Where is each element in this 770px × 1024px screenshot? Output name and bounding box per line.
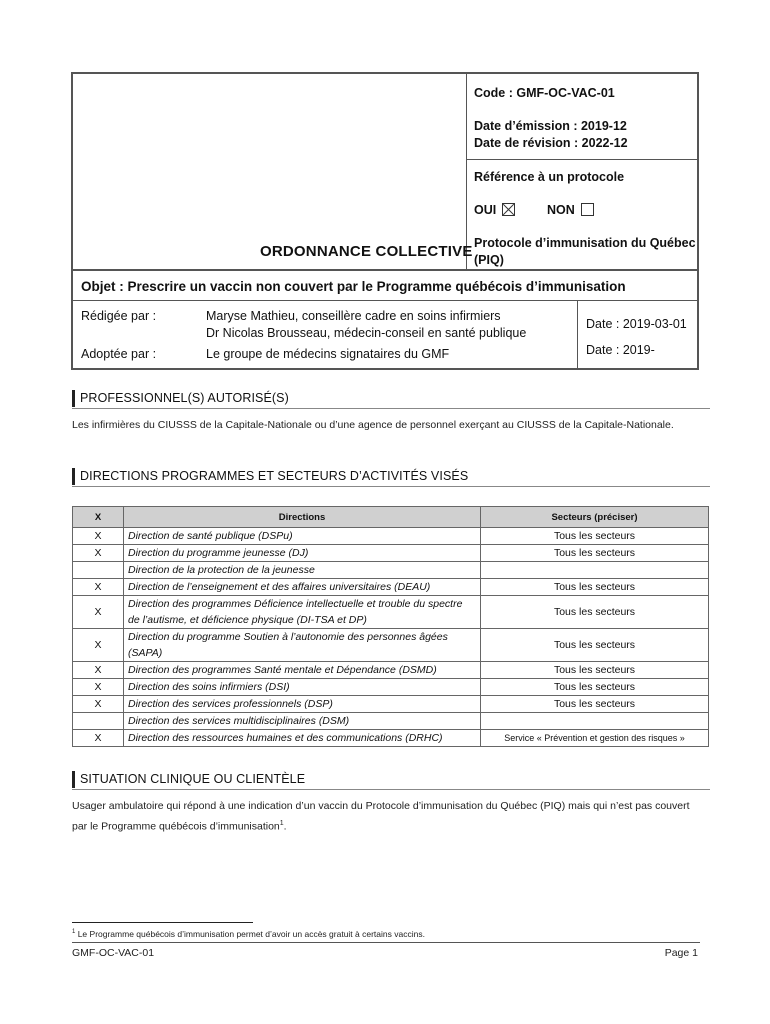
table-row [73,629,709,662]
sector-value: Tous les secteurs [481,579,709,596]
direction-name: Direction de l’enseignement et des affaires universitaires (DEAU) [124,579,481,596]
sector-value: Tous les secteurs [481,528,709,545]
checkbox-checked-icon [502,203,515,216]
doc-code: Code : GMF-OC-VAC-01 [474,86,615,100]
footnote-separator [72,922,253,923]
table-row [73,679,709,696]
header-divider [466,159,699,160]
written-by-author-1: Maryse Mathieu, conseillère cadre en soins infirmiers [206,309,501,323]
sector-value: Tous les secteurs [481,662,709,679]
footer-doc-code: GMF-OC-VAC-01 [72,947,155,959]
issue-date: Date d’émission : 2019-12 [474,119,627,133]
subject-line: Objet : Prescrire un vaccin non couvert par le Programme québécois d’immunisation [81,279,626,294]
selected-mark: X [73,545,124,562]
table-row [73,545,709,562]
protocol-name: Protocole d’immunisation du Québec [474,236,696,250]
oui-label: OUI [474,203,497,217]
sector-value [481,713,709,730]
direction-name: Direction de santé publique (DSPu) [124,528,481,545]
selected-mark: X [73,579,124,596]
direction-name: Direction des services multidisciplinaires (DSM) [124,713,481,730]
table-row [73,662,709,679]
direction-name: Direction de la protection de la jeunesse [124,562,481,579]
section-bar [72,468,75,485]
section-bar [72,771,75,788]
clinical-situation-text [72,797,700,836]
header-divider [73,300,699,301]
written-date: Date : 2019-03-01 [586,317,687,331]
direction-name: Direction des programmes Santé mentale et Dépendance (DSMD) [124,662,481,679]
protocol-reference-label: Référence à un protocole [474,170,625,184]
direction-name: Direction du programme Soutien à l’autonomie des personnes âgées (SAPA) [124,629,481,662]
revision-date: Date de révision : 2022-12 [474,136,628,150]
selected-mark: X [73,679,124,696]
footnote-text: Le Programme québécois d’immunisation permet d’avoir un accès gratuit à certains vaccins. [75,929,425,939]
selected-mark: X [73,528,124,545]
direction-name: Direction des soins infirmiers (DSI) [124,679,481,696]
oui-option [474,202,515,218]
table-row [73,696,709,713]
section-heading-directions [72,468,710,487]
document-title: ORDONNANCE COLLECTIVE [260,243,473,260]
selected-mark: X [73,629,124,662]
footnote [72,929,425,939]
selected-mark: X [73,730,124,747]
protocol-name-abbr: (PIQ) [474,253,504,267]
direction-name: Direction des services professionnels (DSP) [124,696,481,713]
sector-value: Tous les secteurs [481,545,709,562]
header-divider [577,300,578,370]
selected-mark [73,562,124,579]
section-title: SITUATION CLINIQUE OU CLIENTÈLE [80,772,306,786]
section-title: DIRECTIONS PROGRAMMES ET SECTEURS D’ACTIVITÉS VISÉS [80,469,469,483]
footnote-reference[interactable]: 1 [279,820,284,827]
header-divider [73,269,699,271]
table-header-row [73,507,709,528]
column-header: X [73,507,124,528]
directions-table [72,506,709,747]
written-by-label: Rédigée par : [81,309,157,323]
table-row [73,713,709,730]
selected-mark: X [73,696,124,713]
section-heading-authorized [72,390,710,409]
non-option [547,202,594,218]
adopted-by-label: Adoptée par : [81,347,157,361]
section-title: PROFESSIONNEL(S) AUTORISÉ(S) [80,391,289,405]
direction-name: Direction des ressources humaines et des communications (DRHC) [124,730,481,747]
footer-separator [72,942,700,943]
table-row [73,579,709,596]
sector-value [481,562,709,579]
column-header: Directions [124,507,481,528]
column-header: Secteurs (préciser) [481,507,709,528]
sector-value: Tous les secteurs [481,629,709,662]
adopted-date: Date : 2019- [586,343,655,357]
header-table [71,72,699,370]
sentence-end: . [283,820,287,833]
table-row [73,596,709,629]
sector-value: Tous les secteurs [481,696,709,713]
section-heading-clinical [72,771,710,790]
adopted-by: Le groupe de médecins signataires du GMF [206,347,450,361]
sector-value: Service « Prévention et gestion des risques » [481,730,709,747]
authorized-professionals-text: Les infirmières du CIUSSS de la Capitale-Nationale ou d’une agence de personnel exerçant au CIUSSS de la Capitale-Nationale. [72,419,674,431]
footnote-mark: 1 [72,929,76,936]
footer-page-number: Page 1 [664,947,698,959]
section-bar [72,390,75,407]
header-divider [466,74,467,269]
clinical-situation-body: Usager ambulatoire qui répond à une indication d’un vaccin du Protocole d’immunisation du Québec (PIQ) mais qui n’est pas couvert par le Programme québécois d’immunisation [72,800,690,833]
written-by-author-2: Dr Nicolas Brousseau, médecin-conseil en santé publique [206,326,527,340]
direction-name: Direction des programmes Déficience intellectuelle et trouble du spectre de l’autisme, et déficience physique (DI-TSA et DP) [124,596,481,629]
direction-name: Direction du programme jeunesse (DJ) [124,545,481,562]
table-row [73,562,709,579]
selected-mark [73,713,124,730]
non-label: NON [547,203,575,217]
sector-value: Tous les secteurs [481,596,709,629]
sector-value: Tous les secteurs [481,679,709,696]
table-row [73,730,709,747]
checkbox-empty-icon [581,203,594,216]
table-row [73,528,709,545]
selected-mark: X [73,596,124,629]
selected-mark: X [73,662,124,679]
